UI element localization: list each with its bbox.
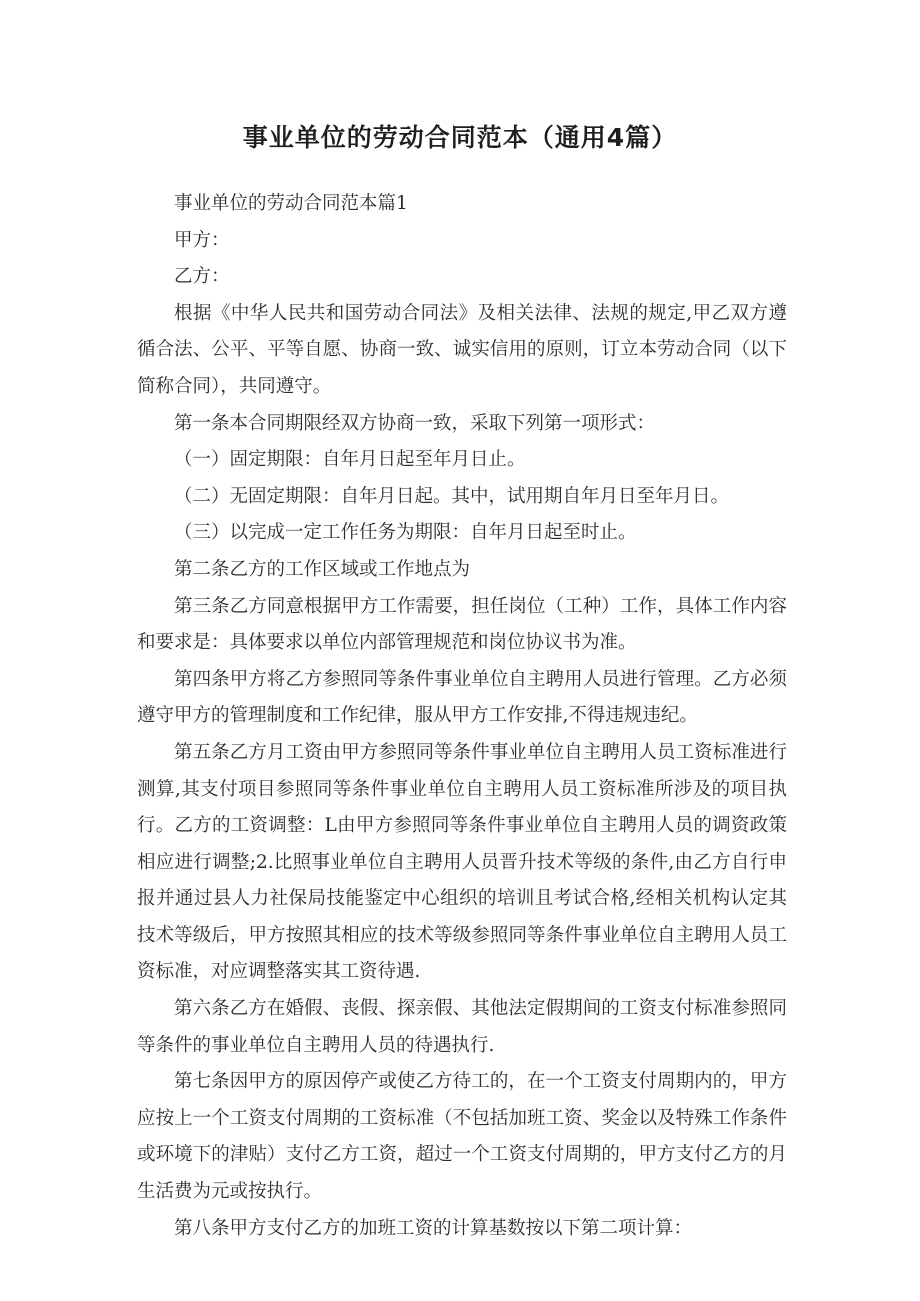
party-b-line: 乙方： bbox=[174, 266, 230, 288]
article-4: 第四条甲方将乙方参照同等条件事业单位自主聘用人员进行管理。乙方必须遵守甲方的管理制度和工作纪律，服从甲方工作安排,不得违规违纪。 bbox=[137, 668, 787, 727]
preamble-paragraph: 根据《中华人民共和国劳动合同法》及相关法律、法规的规定,甲乙双方遵循合法、公平、平等自愿、协商一致、诚实信用的原则，订立本劳动合同（以下简称合同），共同遵守。 bbox=[137, 302, 787, 397]
party-a-line: 甲方： bbox=[174, 229, 230, 251]
article-1-item-1: （一）固定期限：自年月日起至年月日止。 bbox=[174, 449, 526, 471]
article-6: 第六条乙方在婚假、丧假、探亲假、其他法定假期间的工资支付标准参照同等条件的事业单位自主聘用人员的待遇执行. bbox=[137, 998, 787, 1056]
article-2: 第二条乙方的工作区域或工作地点为 bbox=[174, 558, 471, 580]
article-7: 第七条因甲方的原因停产或使乙方待工的，在一个工资支付周期内的，甲方应按上一个工资支付周期的工资标准（不包括加班工资、奖金以及特殊工作条件或环境下的津贴）支付乙方工资，超过一个工资支付周期的，甲方支付乙方的月生活费为元或按执行。 bbox=[137, 1071, 787, 1203]
section-heading: 事业单位的劳动合同范本篇1 bbox=[174, 193, 408, 214]
article-1: 第一条本合同期限经双方协商一致，采取下列第一项形式： bbox=[174, 412, 656, 434]
article-8: 第八条甲方支付乙方的加班工资的计算基数按以下第二项计算： bbox=[174, 1217, 693, 1239]
document-title: 事业单位的劳动合同范本（通用4篇） bbox=[242, 123, 678, 152]
article-1-item-2: （二）无固定期限：自年月日起。其中，试用期自年月日至年月日。 bbox=[174, 485, 730, 507]
article-3: 第三条乙方同意根据甲方工作需要，担任岗位（工种）工作，具体工作内容和要求是：具体要求以单位内部管理规范和岗位协议书为准。 bbox=[137, 595, 787, 654]
article-5: 第五条乙方月工资由甲方参照同等条件事业单位自主聘用人员工资标准进行测算,其支付项目参照同等条件事业单位自主聘用人员工资标准所涉及的项目执行。乙方的工资调整：L由甲方参照同等条件事业单位自主聘用人员的调资政策相应进行调整;2.比照事业单位自主聘用人员晋升技术等级的条件,由乙方自行申报并通过县人力社保局技能鉴定中心组织的培训且考试合格,经相关机构认定其技术等级后，甲方按照其相应的技术等级参照同等条件事业单位自主聘用人员工资标准，对应调整落实其工资待遇. bbox=[137, 741, 787, 983]
document-body bbox=[137, 186, 787, 1247]
article-1-item-3: （三）以完成一定工作任务为期限：自年月日起至时止。 bbox=[174, 522, 637, 544]
